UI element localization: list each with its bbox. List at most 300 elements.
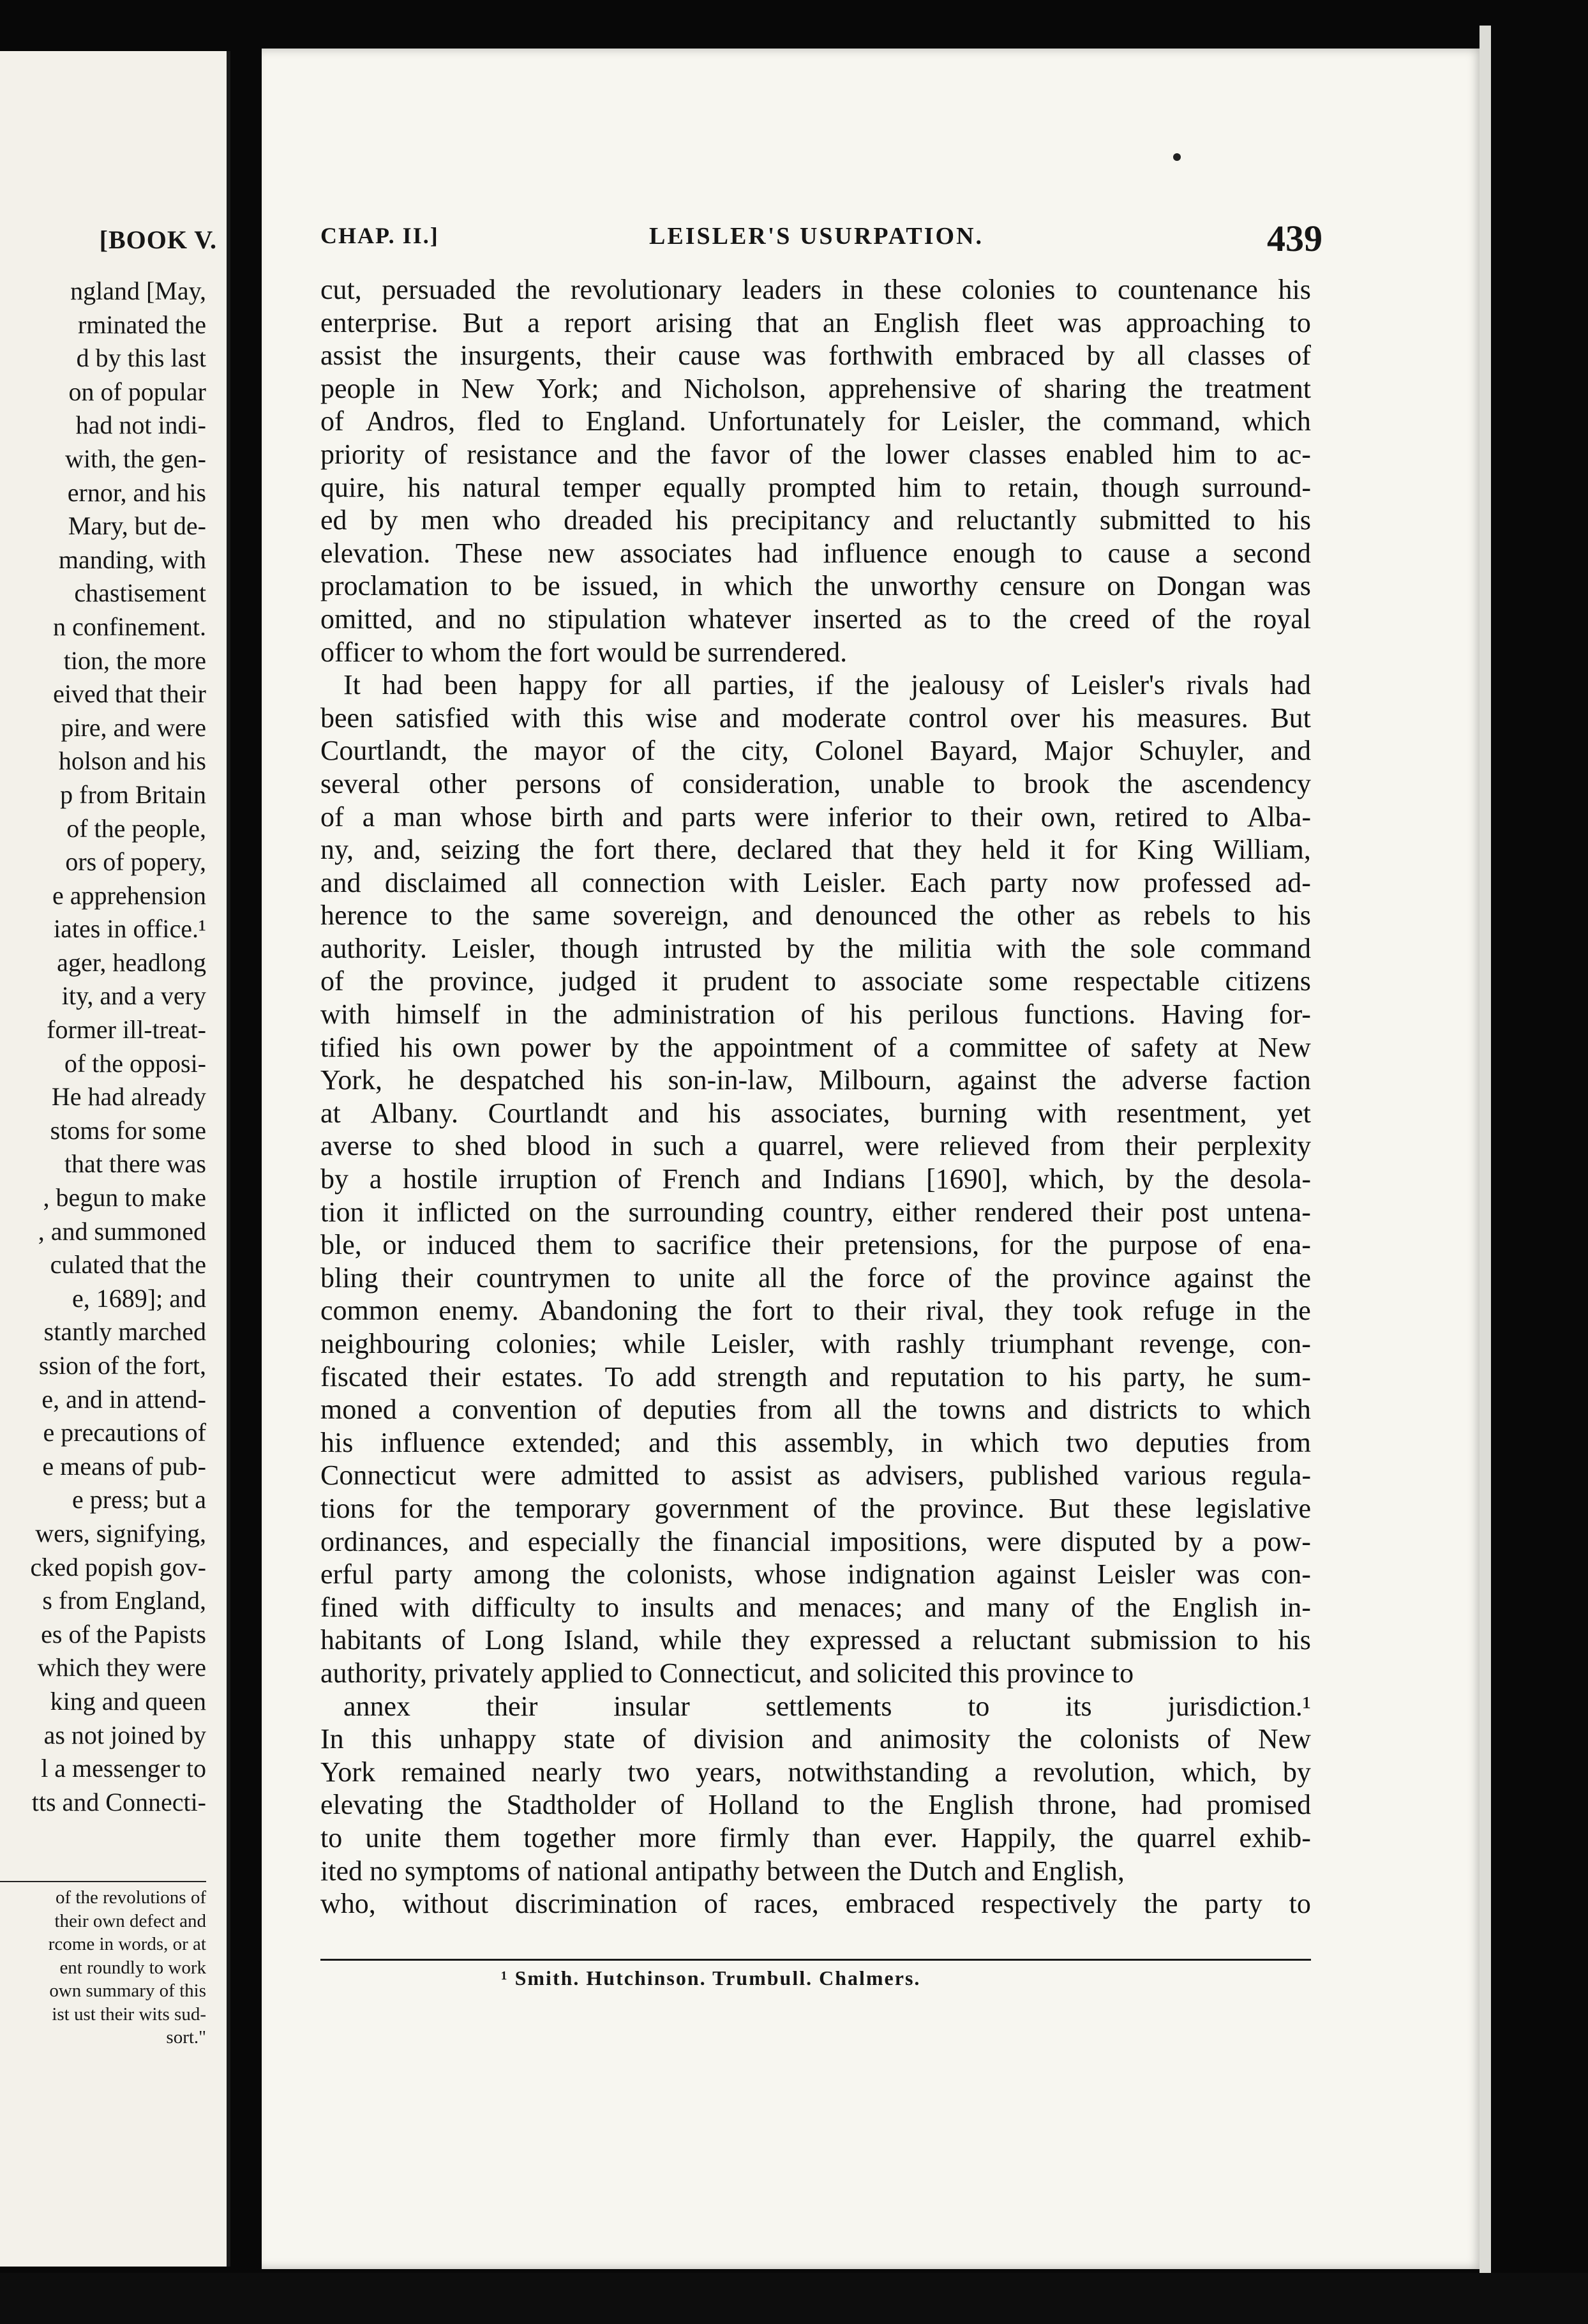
left-text-line: on of popular (68, 377, 206, 406)
word: other (1017, 900, 1075, 932)
word: and (736, 1591, 777, 1623)
word: of (1026, 669, 1050, 701)
word: towns (938, 1394, 1006, 1426)
word: all (663, 669, 692, 701)
word: had (382, 669, 423, 701)
word: revolutionary (570, 274, 722, 305)
word: in (417, 372, 440, 404)
word: by (1174, 1525, 1203, 1557)
word: for (1000, 1229, 1033, 1261)
word: while (623, 1328, 685, 1359)
word: enabled (1065, 438, 1153, 470)
word: by (1086, 340, 1115, 372)
word: of (618, 1163, 641, 1195)
word: respectable (1073, 965, 1200, 997)
word: of (631, 735, 655, 767)
word: for (399, 1492, 432, 1524)
word: But (1049, 1492, 1090, 1524)
word: omitted, (320, 603, 414, 635)
word: parties, (712, 669, 795, 701)
left-text-line: had not indi- (75, 411, 206, 440)
word: to (1233, 900, 1255, 932)
left-text-line: iates in office.¹ (54, 914, 206, 944)
word: without (402, 1888, 489, 1920)
word: either (892, 1196, 956, 1228)
word: reputation (890, 1361, 1005, 1392)
word: was (762, 340, 807, 372)
word: province. (919, 1492, 1025, 1524)
word: been (320, 702, 374, 734)
word: the (571, 1558, 606, 1590)
word: [1690], (926, 1163, 1008, 1195)
word: tion (320, 1196, 364, 1228)
word: ever. (883, 1822, 938, 1853)
word: exhib- (1239, 1822, 1311, 1853)
word: districts (1088, 1394, 1178, 1426)
word: it (1049, 834, 1065, 866)
word: to (813, 1295, 835, 1327)
word: tions (320, 1492, 375, 1524)
word: various (1123, 1460, 1207, 1491)
word: had (1141, 1789, 1182, 1821)
left-text-line: tion, the more (63, 645, 206, 675)
word: the (831, 438, 866, 470)
word: Leisler. (802, 866, 887, 898)
text-line (320, 801, 1311, 834)
word: inserted (813, 603, 902, 635)
word: on (528, 1196, 557, 1228)
word: province (1052, 1262, 1151, 1294)
word: influence (823, 537, 928, 569)
word: second (1232, 537, 1311, 569)
word: denounced (815, 900, 937, 932)
word: country, (783, 1196, 874, 1228)
word: to (969, 603, 991, 635)
left-text-line: es of the Papists (41, 1619, 206, 1649)
word: his (1278, 1624, 1311, 1656)
left-text-line: p from Britain (60, 780, 206, 809)
word: be (534, 570, 560, 602)
word: con- (1261, 1328, 1311, 1359)
word: together (523, 1822, 616, 1853)
word: were (754, 801, 809, 833)
word: which (970, 1426, 1039, 1458)
word: the (553, 999, 588, 1030)
word: province, (429, 965, 535, 997)
word: ed (320, 504, 347, 536)
word: faction (1232, 1064, 1311, 1096)
word: of (1287, 340, 1311, 372)
word: enough (952, 537, 1036, 569)
word: purpose (1109, 1229, 1198, 1261)
word: burning (920, 1097, 1008, 1129)
word: who, (320, 1888, 376, 1920)
word: and (924, 1591, 966, 1623)
word: classes (968, 438, 1047, 470)
word: ac- (1277, 438, 1311, 470)
word: party (1204, 1888, 1262, 1920)
page-number: 439 (1267, 218, 1322, 259)
word: cause (1107, 537, 1171, 569)
word: and, (373, 834, 421, 866)
word: fort (594, 834, 634, 866)
left-text-line: s from England, (42, 1586, 206, 1615)
left-page-text (0, 275, 206, 1819)
word: their (401, 1262, 453, 1294)
word: extended; (512, 1426, 622, 1458)
word: his (1278, 900, 1311, 932)
word: with (511, 702, 562, 734)
word: as (924, 603, 947, 635)
word: against (996, 1558, 1076, 1590)
word: of (660, 1789, 684, 1821)
word: It (343, 669, 361, 701)
word: the (1148, 372, 1183, 404)
word: to (1289, 1888, 1311, 1920)
word: colonists (1079, 1723, 1180, 1755)
word: desola- (1229, 1163, 1311, 1195)
word: man (393, 801, 442, 833)
word: colonies (961, 274, 1056, 305)
word: approaching (1126, 306, 1265, 338)
running-header (320, 217, 1322, 262)
word: Connecticut (320, 1460, 456, 1491)
text-line (320, 998, 1311, 1031)
text-line (320, 1393, 1311, 1426)
word: of (597, 1394, 622, 1426)
word: whatever (688, 603, 791, 635)
word: that (756, 306, 798, 338)
word: issued, (581, 570, 659, 602)
left-text-line: wers, signifying, (35, 1518, 206, 1548)
word: was (1058, 306, 1102, 338)
text-line (320, 603, 1311, 636)
word: the (516, 274, 551, 305)
left-text-line: Mary, but de- (68, 511, 206, 541)
left-note-line: own summary of this (49, 1981, 206, 2001)
text-line (320, 273, 1311, 306)
text-line (320, 471, 1311, 504)
word: regula- (1231, 1460, 1311, 1491)
text-line (320, 1361, 1311, 1394)
word: deputies (1135, 1426, 1229, 1458)
left-text-line: ity, and a very (61, 981, 206, 1011)
word: to (1235, 438, 1257, 470)
text-line (320, 1591, 1311, 1624)
left-text-line: d by this last (76, 343, 206, 373)
word: for (609, 669, 642, 701)
word: lower (885, 438, 950, 470)
word: Leisler (1097, 1558, 1176, 1590)
word: the (860, 1492, 895, 1524)
word: seizing (440, 834, 520, 866)
left-text-line: pire, and were (61, 713, 206, 742)
word: irruption (498, 1163, 597, 1195)
word: all (530, 866, 558, 898)
word: in (506, 999, 528, 1030)
word: to (1206, 801, 1229, 833)
left-text-line: e, 1689]; and (72, 1283, 206, 1313)
text-line (320, 1624, 1311, 1657)
word: indignation (847, 1558, 975, 1590)
word: the (839, 932, 874, 964)
word: to (930, 801, 952, 833)
word: York; (536, 372, 599, 404)
word: the (1197, 603, 1232, 635)
word: the (456, 1492, 491, 1524)
word: the (681, 735, 715, 767)
word: reluctantly (956, 504, 1077, 536)
left-note-line: ist ust their wits sud- (52, 2003, 206, 2025)
word: treatment (1204, 372, 1311, 404)
word: the (403, 340, 438, 372)
word: cut, (320, 274, 362, 305)
left-note-line: rcome in words, or at (48, 1934, 206, 1954)
word: his (1068, 1361, 1102, 1392)
word: and (596, 438, 638, 470)
text-line (320, 1163, 1311, 1196)
chapter-label: CHAP. II.] (320, 223, 439, 248)
word: the (869, 1789, 904, 1821)
word: unable (869, 767, 945, 799)
word: intrusted (663, 932, 762, 964)
word: cause (678, 340, 740, 372)
word: sole (1130, 932, 1176, 964)
word: two (627, 1756, 670, 1788)
word: elevating (320, 1789, 424, 1821)
left-text-line: e means of pub- (42, 1451, 206, 1481)
left-text-line: tts and Connecti- (31, 1787, 206, 1816)
word: dreaded (564, 504, 653, 536)
word: deputies (643, 1394, 737, 1426)
word: an (823, 306, 850, 338)
word: this (371, 1723, 412, 1755)
word: embraced (955, 340, 1065, 372)
word: refuge (1142, 1295, 1215, 1327)
word: notwithstanding (788, 1756, 969, 1788)
word: to (1233, 504, 1255, 536)
word: in (611, 1130, 633, 1162)
word: and (622, 801, 663, 833)
word: disclaimed (384, 866, 507, 898)
word: King (1137, 834, 1194, 866)
word: his (850, 999, 883, 1030)
word: over (1010, 702, 1060, 734)
word: his (1082, 702, 1115, 734)
word: colonists, (626, 1558, 733, 1590)
word: a (940, 1624, 953, 1656)
word: a (724, 1130, 738, 1162)
word: party, (1123, 1361, 1186, 1392)
word: the (883, 1394, 918, 1426)
word: which, (1029, 1163, 1105, 1195)
word: same (532, 900, 590, 932)
word: to (1289, 306, 1311, 338)
word: the (369, 965, 404, 997)
word: proclamation (320, 570, 469, 602)
word: sharing (1044, 372, 1127, 404)
word: and (761, 1163, 802, 1195)
speck (1173, 153, 1181, 161)
text-line (320, 1492, 1311, 1525)
word: and (320, 866, 361, 898)
word: submission (1090, 1624, 1217, 1656)
word: Milbourn, (818, 1064, 932, 1096)
text-line (320, 1196, 1311, 1229)
word: several (320, 767, 400, 799)
word: the (1053, 1229, 1088, 1261)
word: with (729, 866, 779, 898)
word: averse (320, 1130, 393, 1162)
word: these (1113, 1492, 1172, 1524)
word: York (320, 1756, 376, 1788)
word: admitted (560, 1460, 659, 1491)
word: power (520, 1031, 591, 1063)
left-text-line: , and summoned (38, 1216, 206, 1246)
text-line (320, 339, 1311, 372)
left-text-line: former ill-treat- (47, 1015, 206, 1045)
word: fled (477, 405, 521, 437)
word: Bayard, (929, 735, 1018, 767)
word: Holland (708, 1789, 799, 1821)
word: triumphant (990, 1328, 1114, 1359)
word: the (1277, 1295, 1311, 1327)
word: held (981, 834, 1030, 866)
word: at (320, 1097, 341, 1129)
word: New (1257, 1031, 1311, 1063)
word: of (1087, 1031, 1111, 1063)
text-line: ited no symptoms of national antipathy between the Dutch and English, (320, 1855, 1125, 1887)
word: these (883, 274, 942, 305)
left-facing-page (0, 51, 230, 2267)
word: by (786, 932, 814, 964)
word: his (610, 1064, 643, 1096)
word: unite (365, 1822, 422, 1853)
left-text-line: holson and his (58, 746, 206, 776)
text-line: authority, privately applied to Connecticut, and solicited this province to (320, 1657, 1134, 1689)
word: the (855, 669, 890, 701)
word: some (988, 965, 1048, 997)
text-line (320, 306, 1311, 340)
word: the (1017, 1723, 1052, 1755)
word: jealousy (911, 669, 1005, 701)
text-line (320, 1129, 1311, 1163)
word: revolution, (1033, 1756, 1156, 1788)
word: to (542, 405, 564, 437)
word: measures. (1137, 702, 1248, 734)
left-text-line: eived that their (53, 679, 206, 709)
word: now (1071, 866, 1120, 898)
left-text-line: which they were (37, 1653, 206, 1682)
word: the (1071, 932, 1105, 964)
text-line (320, 1262, 1311, 1295)
word: ena- (1262, 1229, 1311, 1261)
word: government (654, 1492, 789, 1524)
word: But (1270, 702, 1311, 734)
word: the (959, 900, 994, 932)
word: Courtlandt (488, 1097, 608, 1129)
left-text-line: cked popish gov- (30, 1552, 206, 1581)
word: with (996, 932, 1047, 964)
word: pow- (1253, 1525, 1311, 1557)
word: connection (581, 866, 706, 898)
word: surrounding (628, 1196, 765, 1228)
word: fined (320, 1591, 378, 1623)
word: rebels (1143, 900, 1211, 932)
word: persuaded (382, 274, 496, 305)
word: men (421, 504, 470, 536)
word: and (719, 702, 760, 734)
word: English (1172, 1591, 1258, 1623)
left-text-line: e precautions of (43, 1418, 206, 1447)
left-text-line: ernor, and his (67, 478, 206, 507)
word: insults (641, 1591, 715, 1623)
left-text-line: king and queen (50, 1686, 206, 1716)
word: enemy. (438, 1295, 519, 1327)
word: his (407, 471, 440, 503)
word: moderate (781, 702, 887, 734)
word: from (758, 1394, 813, 1426)
left-text-line: ors of popery, (65, 847, 206, 877)
word: to (613, 1229, 636, 1261)
word: parts (681, 801, 737, 833)
word: their (854, 1295, 906, 1327)
word: himself (396, 999, 481, 1030)
left-page-header: [BOOK V. (99, 225, 217, 254)
text-line (320, 1064, 1311, 1097)
word: administration (613, 999, 775, 1030)
word: them (444, 1822, 501, 1853)
word: its (1065, 1690, 1092, 1722)
text-line (320, 1788, 1311, 1822)
word: by (320, 1163, 348, 1195)
word: animosity (880, 1723, 991, 1755)
word: royal (1253, 603, 1311, 635)
word: Leisler, (711, 1328, 795, 1359)
word: for (887, 405, 920, 437)
word: forthwith (828, 340, 933, 372)
word: of (1151, 603, 1176, 635)
word: against (957, 1064, 1037, 1096)
word: to (430, 900, 453, 932)
word: with (820, 1328, 871, 1359)
word: published (989, 1460, 1099, 1491)
word: Albany. (370, 1097, 459, 1129)
word: which (1242, 405, 1311, 437)
word: equally (663, 471, 746, 503)
left-text-line: ager, headlong (57, 947, 206, 977)
word: quire, (320, 471, 386, 503)
word: such (653, 1130, 705, 1162)
left-text-line: ssion of the fort, (38, 1351, 206, 1380)
word: happy (518, 669, 588, 701)
word: But (462, 306, 504, 338)
left-text-line: stoms for some (50, 1115, 206, 1145)
word: habitants (320, 1624, 422, 1656)
word: for (1084, 834, 1118, 866)
word: despatched (460, 1064, 585, 1096)
word: a (1222, 1525, 1234, 1557)
word: of (703, 1888, 728, 1920)
word: command (1200, 932, 1311, 964)
word: English (928, 1789, 1014, 1821)
word: birth (550, 801, 604, 833)
word: were (987, 1525, 1042, 1557)
running-title: LEISLER'S USURPATION. (649, 223, 984, 250)
word: In (320, 1723, 344, 1755)
word: financial (712, 1525, 811, 1557)
text-line: officer to whom the fort would be surrendered. (320, 636, 848, 668)
